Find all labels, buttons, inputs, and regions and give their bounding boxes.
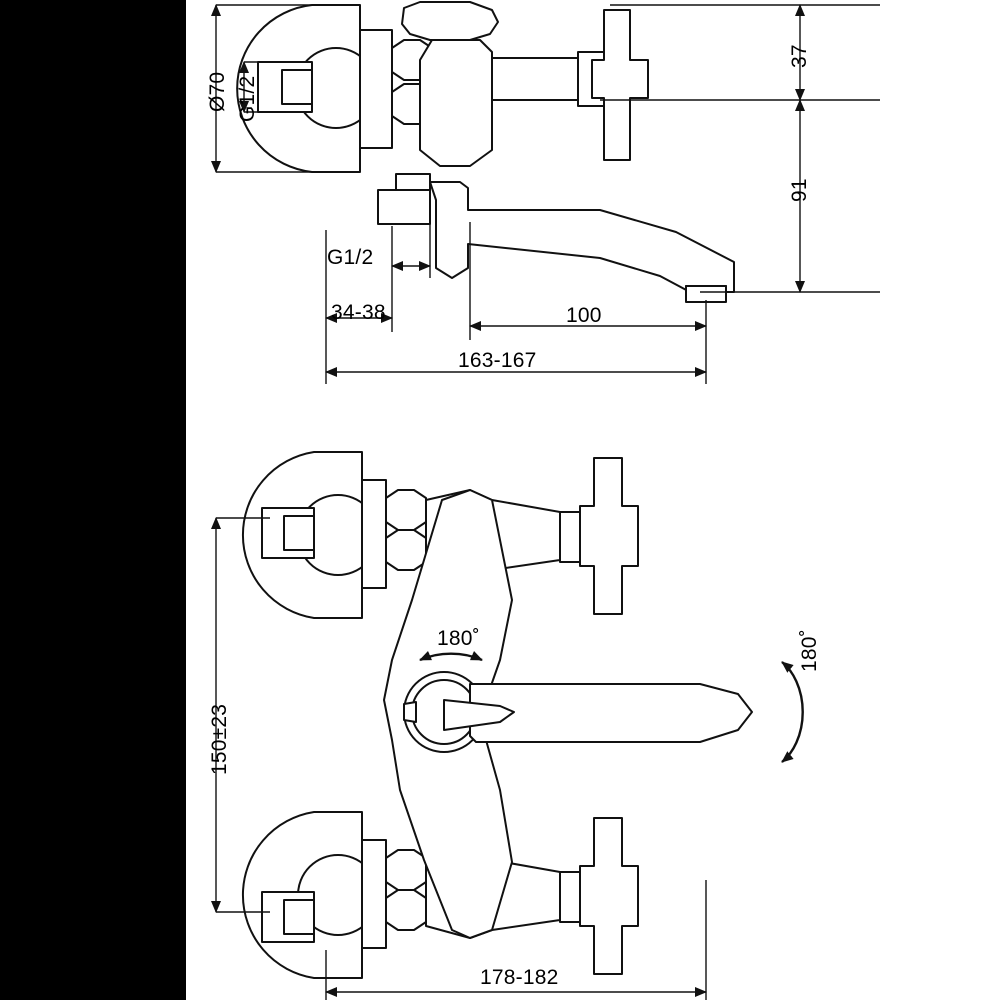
dim-rotation-lever: 180˚ xyxy=(798,629,821,672)
dim-overall-width: 178-182 xyxy=(480,966,559,989)
dim-total-height: 91 xyxy=(788,178,811,202)
dim-diameter-flange: Ø70 xyxy=(206,71,229,112)
dim-thread-bottom: G1/2 xyxy=(327,246,374,269)
top-view-geometry xyxy=(237,2,734,302)
dim-spout-height: 37 xyxy=(788,44,811,68)
front-view-geometry xyxy=(243,452,752,978)
dim-total-reach: 163-167 xyxy=(458,349,537,372)
dim-wall-offset: 34-38 xyxy=(331,301,386,324)
dim-rotation-spout: 180˚ xyxy=(437,627,480,650)
dim-inlet-spacing: 150±23 xyxy=(208,703,231,775)
dim-spout-reach: 100 xyxy=(566,304,602,327)
dim-thread-top: G1/2 xyxy=(236,75,259,122)
